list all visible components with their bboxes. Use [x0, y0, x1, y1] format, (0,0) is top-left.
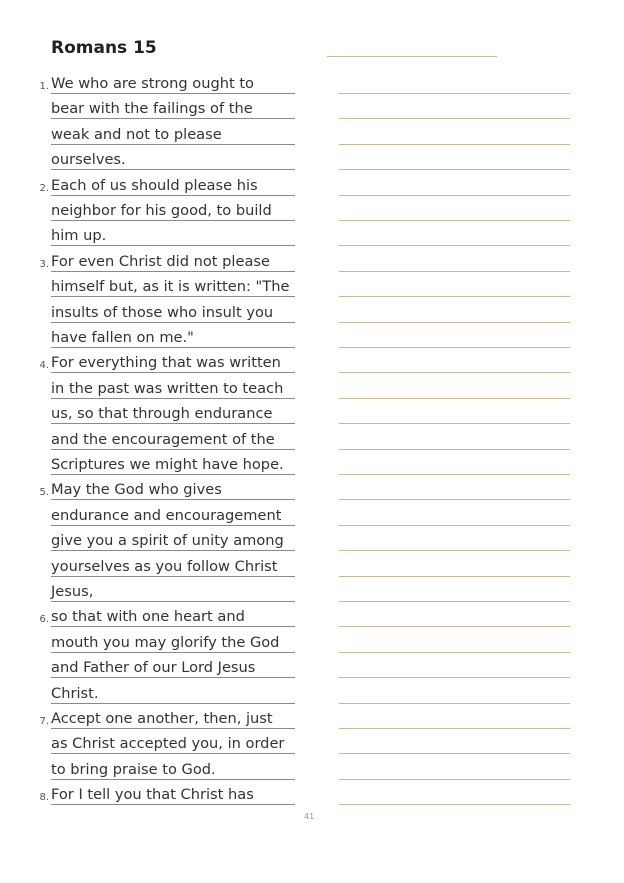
verse-number: 7. — [39, 716, 49, 727]
verse-underline — [51, 220, 295, 221]
writing-line[interactable] — [339, 753, 570, 754]
verse-line-text: so that with one heart and — [51, 608, 245, 625]
verse-line-text: For I tell you that Christ has — [51, 786, 254, 803]
verse-line-text: For even Christ did not please — [51, 253, 270, 270]
verse-underline — [51, 398, 295, 399]
verse-number: 8. — [39, 792, 49, 803]
writing-line[interactable] — [339, 347, 570, 348]
verse-underline — [51, 93, 295, 94]
verse-underline — [51, 703, 295, 704]
verse-line-text: neighbor for his good, to build — [51, 202, 272, 219]
verse-underline — [51, 728, 295, 729]
verse-line-text: For everything that was written — [51, 354, 281, 371]
verse-underline — [51, 525, 295, 526]
writing-line[interactable] — [339, 703, 570, 704]
verse-line-text: Jesus, — [51, 583, 94, 600]
verse-line-text: give you a spirit of unity among — [51, 532, 284, 549]
verse-number: 1. — [39, 81, 49, 92]
verse-line-text: and Father of our Lord Jesus — [51, 659, 256, 676]
verse-underline — [51, 322, 295, 323]
writing-line[interactable] — [339, 525, 570, 526]
verse-number: 6. — [39, 614, 49, 625]
verse-line-text: May the God who gives — [51, 481, 222, 498]
writing-line[interactable] — [339, 93, 570, 94]
writing-line[interactable] — [339, 449, 570, 450]
writing-line[interactable] — [339, 245, 570, 246]
writing-line[interactable] — [339, 220, 570, 221]
verse-line-text: in the past was written to teach — [51, 380, 284, 397]
verse-line-text: yourselves as you follow Christ — [51, 558, 278, 575]
title-writing-line[interactable] — [327, 56, 497, 57]
verse-line-text: Each of us should please his — [51, 177, 258, 194]
verse-underline — [51, 118, 295, 119]
writing-line[interactable] — [339, 423, 570, 424]
verse-underline — [51, 245, 295, 246]
verse-line-text: Accept one another, then, just — [51, 710, 273, 727]
page-title: Romans 15 — [51, 38, 157, 58]
verse-line-text: Scriptures we might have hope. — [51, 456, 284, 473]
writing-line[interactable] — [339, 677, 570, 678]
verse-underline — [51, 195, 295, 196]
verse-line-text: mouth you may glorify the God — [51, 634, 280, 651]
verse-underline — [51, 347, 295, 348]
writing-line[interactable] — [339, 728, 570, 729]
writing-line[interactable] — [339, 550, 570, 551]
writing-line[interactable] — [339, 626, 570, 627]
verse-underline — [51, 626, 295, 627]
writing-line[interactable] — [339, 779, 570, 780]
writing-line[interactable] — [339, 372, 570, 373]
verse-line-text: us, so that through endurance — [51, 405, 273, 422]
verse-underline — [51, 144, 295, 145]
verse-underline — [51, 423, 295, 424]
verse-underline — [51, 296, 295, 297]
verse-underline — [51, 779, 295, 780]
verse-number: 2. — [39, 183, 49, 194]
verse-line-text: him up. — [51, 227, 107, 244]
writing-line[interactable] — [339, 652, 570, 653]
verse-underline — [51, 804, 295, 805]
verse-underline — [51, 601, 295, 602]
verse-line-text: and the encouragement of the — [51, 431, 275, 448]
writing-line[interactable] — [339, 195, 570, 196]
verse-underline — [51, 474, 295, 475]
verse-line-text: himself but, as it is written: "The — [51, 278, 290, 295]
verse-underline — [51, 449, 295, 450]
verse-line-text: weak and not to please — [51, 126, 222, 143]
verse-line-text: have fallen on me." — [51, 329, 194, 346]
verse-underline — [51, 652, 295, 653]
verse-line-text: bear with the failings of the — [51, 100, 253, 117]
writing-line[interactable] — [339, 398, 570, 399]
writing-line[interactable] — [339, 144, 570, 145]
verse-line-text: to bring praise to God. — [51, 761, 216, 778]
verse-underline — [51, 372, 295, 373]
writing-line[interactable] — [339, 296, 570, 297]
verse-number: 3. — [39, 259, 49, 270]
verse-underline — [51, 499, 295, 500]
writing-line[interactable] — [339, 118, 570, 119]
verse-line-text: endurance and encouragement — [51, 507, 282, 524]
verse-underline — [51, 271, 295, 272]
writing-line[interactable] — [339, 499, 570, 500]
verse-line-text: Christ. — [51, 685, 99, 702]
verse-line-text: ourselves. — [51, 151, 126, 168]
verse-underline — [51, 753, 295, 754]
verse-number: 5. — [39, 487, 49, 498]
writing-line[interactable] — [339, 601, 570, 602]
writing-line[interactable] — [339, 322, 570, 323]
page-number: 41 — [304, 813, 315, 819]
verse-line-text: as Christ accepted you, in order — [51, 735, 285, 752]
verse-underline — [51, 550, 295, 551]
writing-line[interactable] — [339, 169, 570, 170]
verse-underline — [51, 576, 295, 577]
verse-line-text: We who are strong ought to — [51, 75, 254, 92]
verse-underline — [51, 169, 295, 170]
writing-line[interactable] — [339, 576, 570, 577]
writing-line[interactable] — [339, 271, 570, 272]
verse-underline — [51, 677, 295, 678]
verse-line-text: insults of those who insult you — [51, 304, 274, 321]
writing-line[interactable] — [339, 804, 570, 805]
verse-number: 4. — [39, 360, 49, 371]
writing-line[interactable] — [339, 474, 570, 475]
